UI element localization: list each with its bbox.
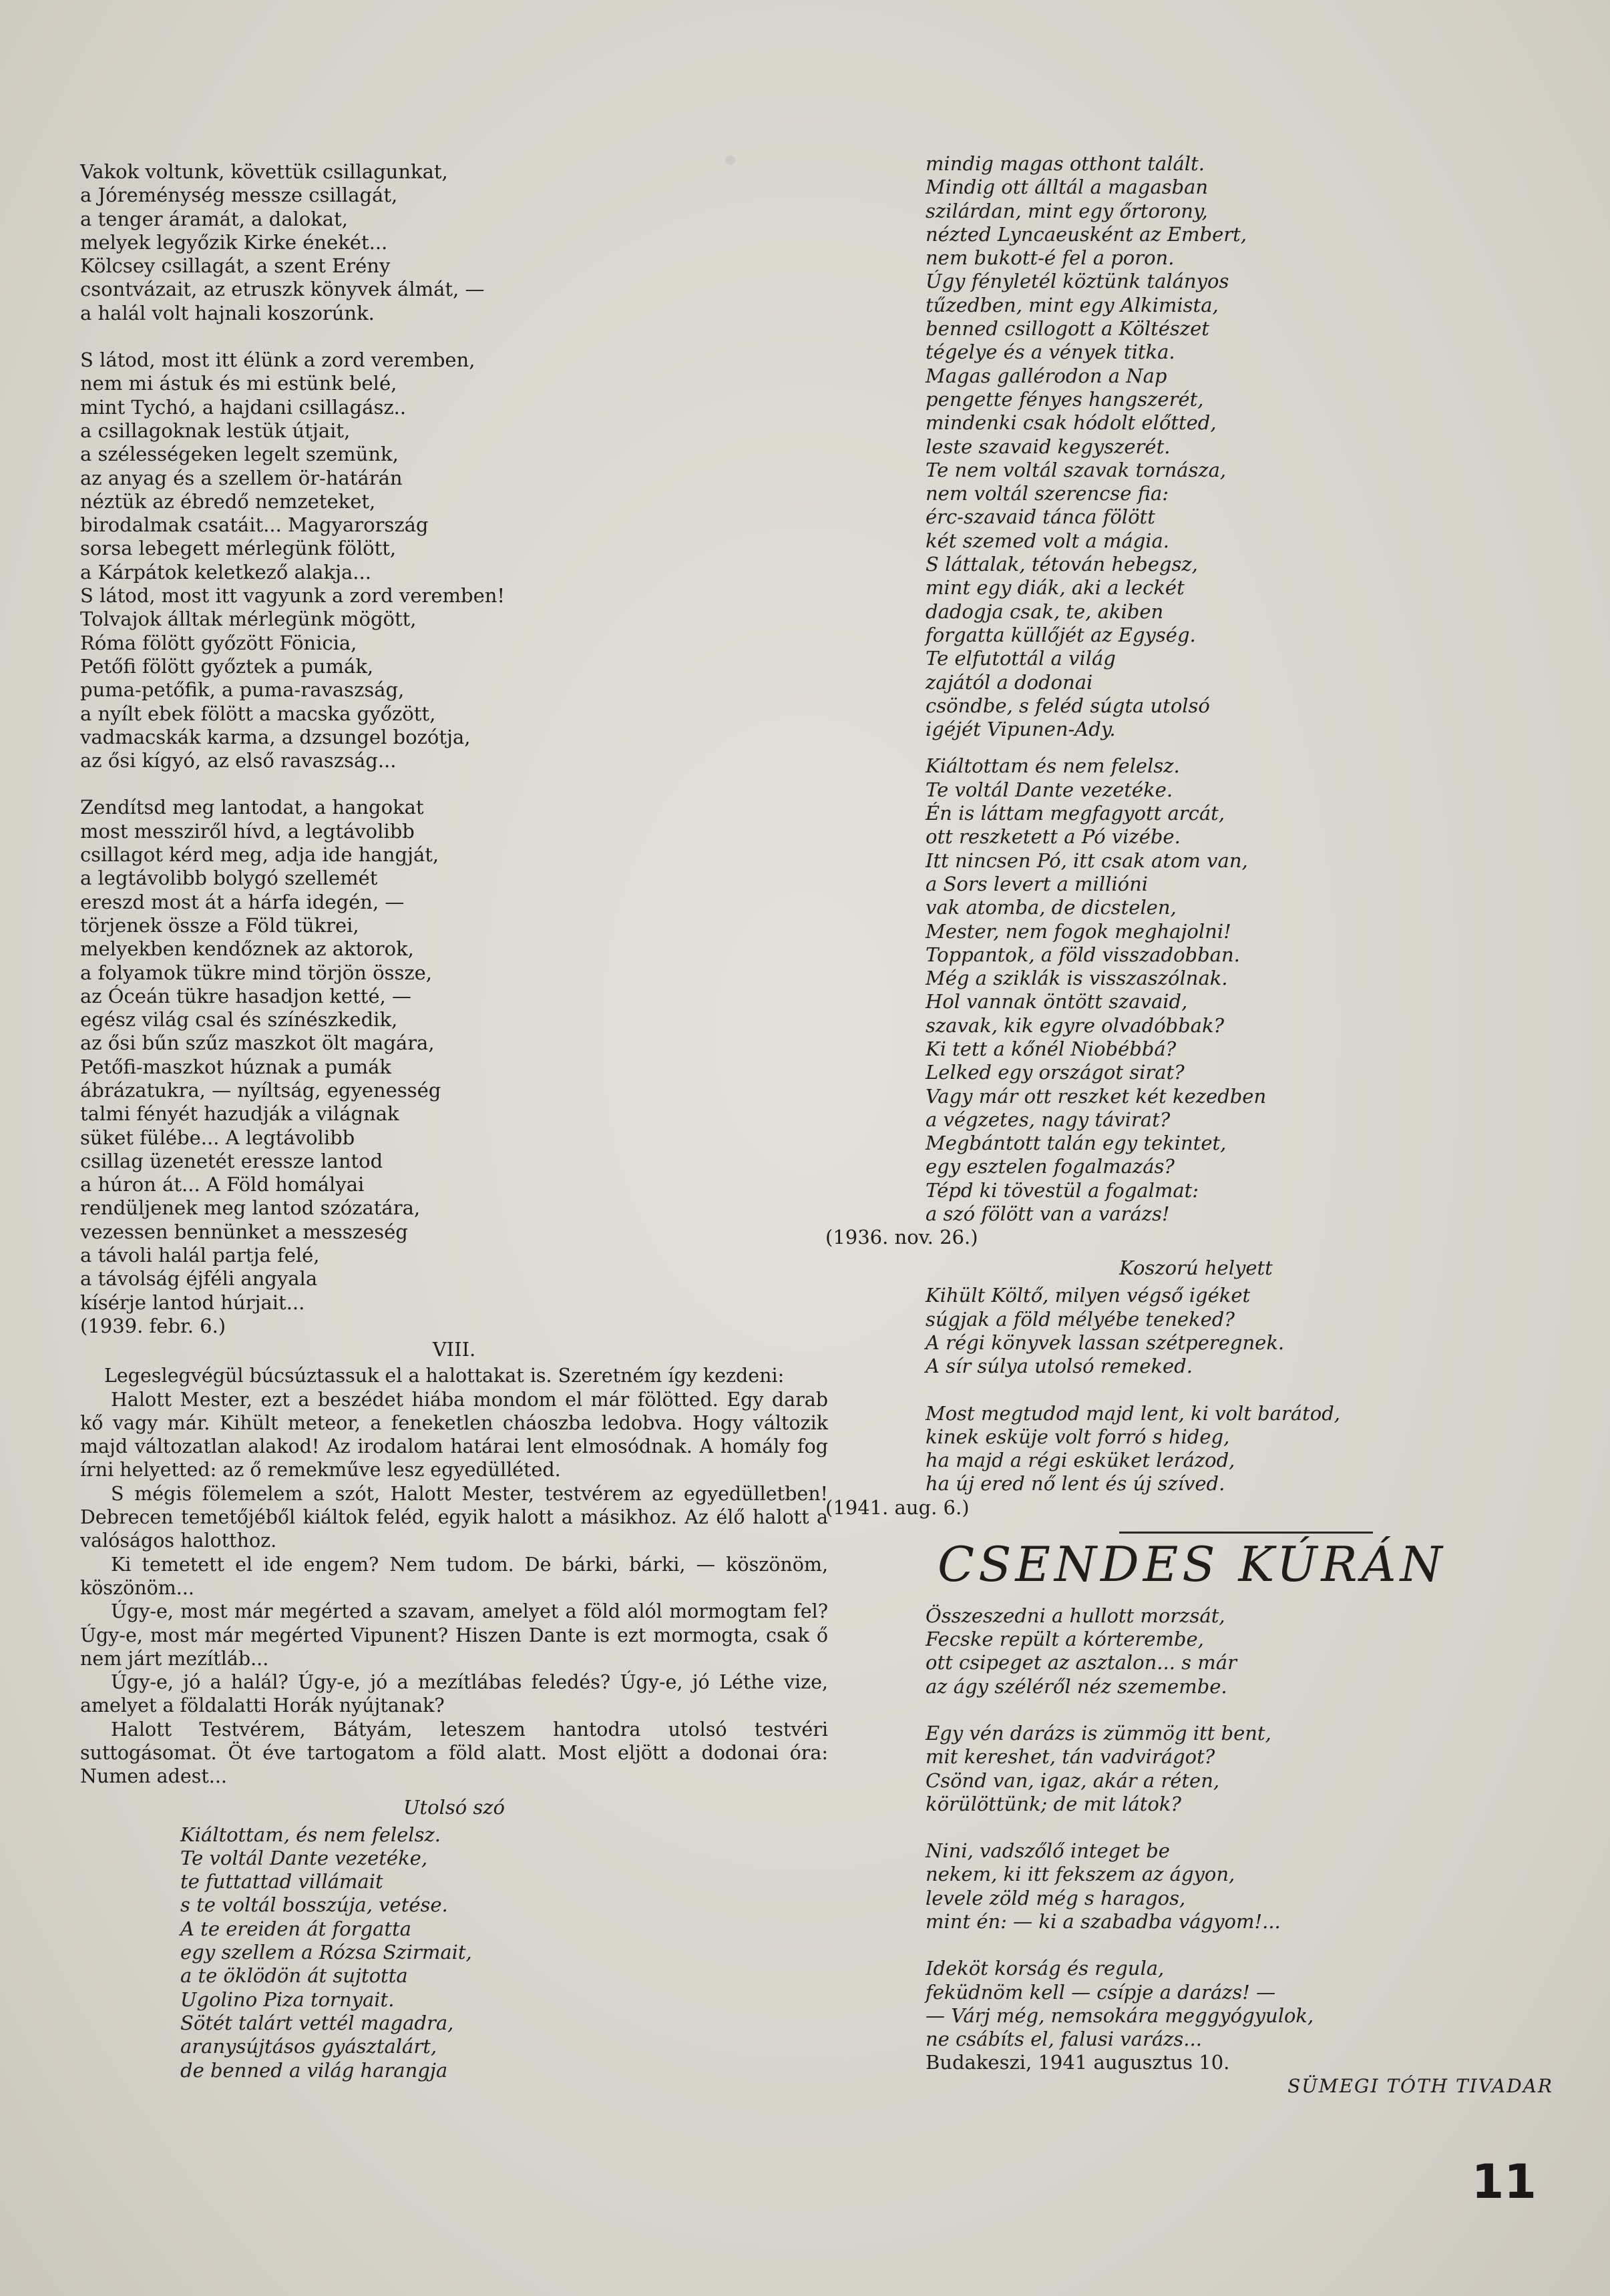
place-date: Budakeszi, 1941 augusztus 10.	[926, 2051, 1230, 2074]
poem-line: mint egy diák, aki a leckét	[926, 576, 1185, 600]
poem-line: csillag üzenetét eressze lantod	[80, 1149, 383, 1172]
right-column	[825, 152, 1567, 2098]
poem-line: a Jóreménység messze csillagát,	[80, 184, 398, 207]
date-1941: (1941. aug. 6.)	[825, 1496, 970, 1519]
poem-line: Összeszedni a hullott morzsát,	[926, 1604, 1225, 1627]
poem-line: Most megtudod majd lent, ki volt barátod,	[926, 1401, 1340, 1425]
prose-paragraph: S mégis fölemelem a szót, Halott Mester, testvérem az egyedülletben! Debrecen temetőjéből kiáltok feléd, egyik halott a másikhoz. Az élő halott a valóságos halotthoz.	[80, 1482, 828, 1552]
prose-block	[80, 1364, 828, 1788]
poem-line: Toppantok, a föld visszadobban.	[926, 943, 1240, 966]
poem-line: Kölcsey csillagát, a szent Erény	[80, 254, 391, 278]
poem-line: Kiáltottam, és nem felelsz.	[180, 1823, 441, 1846]
poem-line: ott reszketett a Pó vizébe.	[926, 825, 1181, 849]
poem-line: a távoli halál partja felé,	[80, 1244, 320, 1267]
poem-line: levele zöld még s haragos,	[926, 1886, 1186, 1909]
poem-line: pengette fényes hangszerét,	[926, 387, 1204, 411]
bleed-through-text: ·	[721, 130, 752, 191]
poem-line: ha majd a régi esküket lerázod,	[926, 1449, 1235, 1472]
poem-line: mit kereshet, tán vadvirágot?	[926, 1745, 1215, 1769]
poem-line: dadogja csak, te, akiben	[926, 600, 1164, 623]
poem-line: Fecske repült a kórterembe,	[926, 1628, 1204, 1651]
poem-line: Lelked egy országot sirat?	[926, 1061, 1185, 1084]
poem-line: szilárdan, mint egy őrtorony,	[926, 199, 1208, 222]
poem-line: Vakok voltunk, követtük csillagunkat,	[80, 160, 448, 183]
poem-line: Még a sziklák is visszaszólnak.	[926, 967, 1228, 990]
poem-line: a távolság éjféli angyala	[80, 1267, 318, 1291]
poem-line: ereszd most át a hárfa idegén, —	[80, 890, 405, 913]
poem-line: ábrázatukra, — nyíltság, egyenesség	[80, 1078, 441, 1102]
poem-line: Kihült Költő, milyen végső igéket	[926, 1284, 1251, 1307]
poem-line: Zendítsd meg lantodat, a hangokat	[80, 796, 424, 819]
poem-line: melyekben kendőznek az aktorok,	[80, 937, 414, 961]
poem-line: kinek esküje volt forró s hideg,	[926, 1425, 1230, 1448]
poem-line: leste szavaid kegyszerét.	[926, 435, 1171, 458]
poem-line: mindenki csak hódolt előtted,	[926, 411, 1217, 435]
poem-line: S látod, most itt élünk a zord veremben,	[80, 349, 475, 372]
poem-line: de benned a világ harangja	[180, 2058, 448, 2082]
poem-line: feküdnöm kell — csípje a darázs! —	[926, 1980, 1276, 2004]
poem-line: igéjét Vipunen-Ady.	[926, 718, 1116, 741]
poem-line: nézted Lyncaeusként az Embert,	[926, 222, 1247, 246]
poem-line: nem voltál szerencse fia:	[926, 482, 1169, 505]
poem-continuation	[825, 152, 1567, 741]
poem-line: s te voltál bosszúja, vetése.	[180, 1893, 448, 1917]
poem-line: nem mi ástuk és mi estünk belé,	[80, 372, 397, 395]
poem-line: (1939. febr. 6.)	[80, 1314, 226, 1337]
poem-line: Mindig ott álltál a magasban	[926, 176, 1209, 199]
poem-line: Sötét talárt vettél magadra,	[180, 2011, 454, 2034]
poem-line: Ugolino Piza tornyait.	[180, 1988, 395, 2011]
poem-line: szavak, kik egyre olvadóbbak?	[926, 1013, 1225, 1037]
poem-line: a Sors levert a millióni	[926, 872, 1149, 895]
prose-paragraph: Úgy-e, jó a halál? Úgy-e, jó a mezítlábas feledés? Úgy-e, jó Léthe vize, amelyet a földalatti Horák nyújtanak?	[80, 1671, 828, 1717]
poem-line: Ideköt korság és regula,	[926, 1957, 1165, 1980]
poem-koszoru-stanza-1	[825, 1284, 1567, 1378]
poem-line: A régi könyvek lassan szétperegnek.	[926, 1331, 1285, 1354]
poem-line: Nini, vadszőlő integet be	[926, 1839, 1170, 1863]
poem-utolso-szo	[80, 1823, 828, 2082]
poem-line: rendüljenek meg lantod szózatára,	[80, 1196, 421, 1220]
poem-line: benned csillogott a Költészet	[926, 317, 1209, 340]
poem-line: Hol vannak öntött szavaid,	[926, 990, 1188, 1013]
poem-line: a legtávolibb bolygó szellemét	[80, 867, 378, 890]
poem-koszoru-stanza-2	[825, 1402, 1567, 1496]
left-column	[80, 160, 828, 2082]
prose-paragraph: Legeslegvégül búcsúztassuk el a halottakat is. Szeretném így kezdeni:	[104, 1365, 785, 1387]
poem-line: súgjak a föld mélyébe teneked?	[926, 1307, 1235, 1331]
poem-line: az ősi bűn szűz maszkot ölt magára,	[80, 1031, 435, 1055]
poem-kialtottam	[825, 754, 1567, 1226]
poem-line: — Várj még, nemsokára meggyógyulok,	[926, 2004, 1314, 2027]
poem-line: zajától a dodonai	[926, 670, 1093, 694]
poem-line: egész világ csal és színészkedik,	[80, 1008, 398, 1031]
poem-line: Petőfi fölött győztek a pumák,	[80, 654, 374, 678]
poem-subtitle-utolso-szo: Utolsó szó	[403, 1795, 505, 1819]
poem-line: Úgy fényletél köztünk talányos	[926, 270, 1229, 293]
poem-subtitle-koszoru: Koszorú helyett	[1119, 1256, 1273, 1280]
poem-line: Tépd ki tövestül a fogalmat:	[926, 1178, 1199, 1202]
prose-paragraph: Halott Mester, ezt a beszédet hiába mondom el már fölötted. Egy darab kő vagy már. Kihült meteor, a feneketlen cháoszba ledobva. Hogy változik majd változatlan alakod! Az irodalom határai lent elmosódnak. A homály fog írni helyetted: az ő remekműve lesz egyedülléted.	[80, 1388, 828, 1481]
poem-line: sorsa lebegett mérlegünk fölött,	[80, 537, 397, 560]
poem-line: Róma fölött győzött Fönicia,	[80, 631, 357, 654]
poem-line: az Óceán tükre hasadjon ketté, —	[80, 984, 411, 1007]
poem-line: Megbántott talán egy tekintet,	[926, 1132, 1227, 1155]
poem-stanza-3	[80, 796, 828, 1338]
poem-line: a szó fölött van a varázs!	[926, 1202, 1170, 1226]
poem-line: Itt nincsen Pó, itt csak atom van,	[926, 849, 1248, 872]
poem-line: aranysújtásos gyásztalárt,	[180, 2035, 437, 2058]
poem-line: mindig magas otthont talált.	[926, 152, 1205, 175]
poem-line: az anyag és a szellem ör-határán	[80, 466, 403, 489]
poem-line: a tenger áramát, a dalokat,	[80, 207, 348, 230]
poem-line: a húron át... A Föld homályai	[80, 1173, 365, 1196]
poem-line: az ágy széléről néz szemembe.	[926, 1674, 1227, 1698]
poem-line: érc-szavaid tánca fölött	[926, 505, 1155, 529]
poem-csendes-stanza-1	[825, 1604, 1567, 1698]
section-number: VIII.	[432, 1338, 476, 1361]
poem-stanza-1	[80, 160, 828, 325]
poem-line: most messziről hívd, a legtávolibb	[80, 819, 415, 843]
poem-line: Te voltál Dante vezetéke.	[926, 778, 1173, 801]
author-signature: SÜMEGI TÓTH TIVADAR	[1287, 2075, 1553, 2098]
poem-line: Te elfutottál a világ	[926, 647, 1116, 670]
prose-paragraph: Halott Testvérem, Bátyám, leteszem hantodra utolsó testvéri suttogásomat. Öt éve tartogatom a föld alatt. Most eljött a dodonai óra: Numen adest...	[80, 1718, 828, 1788]
poem-line: puma-petőfik, a puma-ravaszság,	[80, 678, 405, 702]
poem-line: forgatta küllőjét az Egység.	[926, 623, 1196, 646]
poem-line: S látod, most itt vagyunk a zord veremben!	[80, 584, 506, 608]
poem-line: vak atomba, de dicstelen,	[926, 896, 1177, 919]
poem-line: Kiáltottam és nem felelsz.	[926, 754, 1180, 778]
poem-line: körülöttünk; de mit látok?	[926, 1792, 1181, 1815]
poem-line: vezessen bennünket a messzeség	[80, 1220, 408, 1243]
poem-line: melyek legyőzik Kirke énekét...	[80, 230, 388, 254]
poem-line: Ki tett a kőnél Niobébbá?	[926, 1037, 1177, 1060]
poem-line: Te voltál Dante vezetéke,	[180, 1846, 428, 1869]
poem-line: a szélességeken legelt szemünk,	[80, 443, 399, 466]
poem-line: Csönd van, igaz, akár a réten,	[926, 1769, 1220, 1792]
poem-line: Magas gallérodon a Nap	[926, 364, 1167, 387]
poem-line: a te öklödön át sujtotta	[180, 1964, 408, 1988]
poem-line: te futtattad villámait	[180, 1870, 383, 1893]
prose-paragraph: Úgy-e, most már megérted a szavam, amelyet a föld alól mormogtam fel? Úgy-e, most már megérted Vipunent? Hiszen Dante is ezt mormogta, csak ő nem járt mezítláb...	[80, 1600, 828, 1670]
poem-line: néztük az ébredő nemzeteket,	[80, 489, 376, 513]
date-1936: (1936. nov. 26.)	[825, 1226, 978, 1249]
poem-line: csöndbe, s feléd súgta utolsó	[926, 694, 1210, 717]
poem-line: a nyílt ebek fölött a macska győzött,	[80, 702, 436, 725]
poem-line: S láttalak, tétován hebegsz,	[926, 553, 1198, 576]
poem-line: két szemed volt a mágia.	[926, 529, 1170, 552]
poem-line: Egy vén darázs is zümmög itt bent,	[926, 1721, 1271, 1745]
poem-line: mint Tychó, a hajdani csillagász..	[80, 395, 407, 419]
poem-title-csendes-kuran: CSENDES KÚRÁN	[938, 1536, 1446, 1592]
poem-line: Te nem voltál szavak tornásza,	[926, 458, 1227, 481]
poem-line: az ősi kígyó, az első ravaszság...	[80, 749, 397, 772]
poem-line: mint én: — ki a szabadba vágyom!...	[926, 1910, 1281, 1933]
poem-line: Petőfi-maszkot húznak a pumák	[80, 1055, 391, 1078]
poem-line: nem bukott-é fel a poron.	[926, 246, 1175, 270]
poem-line: talmi fényét hazudják a világnak	[80, 1102, 399, 1126]
poem-line: Én is láttam megfagyott arcát,	[926, 802, 1225, 825]
poem-line: A te ereiden át forgatta	[180, 1917, 411, 1940]
poem-stanza-2	[80, 349, 828, 772]
poem-line: ne csábíts el, falusi varázs...	[926, 2028, 1202, 2051]
poem-line: egy szellem a Rózsa Szirmait,	[180, 1941, 472, 1964]
divider-rule	[1119, 1532, 1373, 1534]
poem-line: Mester, nem fogok meghajolni!	[926, 919, 1231, 943]
poem-line: törjenek össze a Föld tükrei,	[80, 913, 359, 937]
poem-line: Tolvajok álltak mérlegünk mögött,	[80, 608, 417, 631]
poem-line: csillagot kérd meg, adja ide hangját,	[80, 843, 439, 867]
prose-paragraph: Ki temetett el ide engem? Nem tudom. De bárki, bárki, — köszönöm, köszönöm...	[80, 1553, 828, 1599]
poem-line: a Kárpátok keletkező alakja...	[80, 560, 371, 584]
poem-csendes-stanza-3	[825, 1839, 1567, 1933]
poem-line: Vagy már ott reszket két kezedben	[926, 1084, 1267, 1108]
poem-line: egy esztelen fogalmazás?	[926, 1155, 1175, 1178]
poem-line: tégelye és a vények titka.	[926, 340, 1175, 364]
poem-line: tűzedben, mint egy Alkimista,	[926, 293, 1219, 316]
poem-line: birodalmak csatáit... Magyarország	[80, 513, 429, 537]
poem-line: süket fülébe... A legtávolibb	[80, 1126, 355, 1149]
poem-line: a folyamok tükre mind törjön össze,	[80, 961, 432, 984]
poem-csendes-stanza-4	[825, 1957, 1567, 2051]
poem-line: nekem, ki itt fekszem az ágyon,	[926, 1863, 1235, 1886]
poem-line: ha új ered nő lent és új szíved.	[926, 1472, 1225, 1496]
poem-line: vadmacskák karma, a dzsungel bozótja,	[80, 725, 471, 748]
poem-line: a halál volt hajnali koszorúnk.	[80, 301, 375, 324]
poem-line: csontvázait, az etruszk könyvek álmát, —	[80, 278, 485, 301]
poem-csendes-stanza-2	[825, 1722, 1567, 1816]
poem-line: ott csipeget az asztalon... s már	[926, 1651, 1237, 1674]
poem-line: kísérje lantod húrjait...	[80, 1291, 305, 1314]
page-number: 11	[1471, 2154, 1537, 2209]
poem-line: A sír súlya utolsó remeked.	[926, 1355, 1193, 1378]
poem-line: a végzetes, nagy távirat?	[926, 1108, 1171, 1131]
poem-line: a csillagoknak lestük útjait,	[80, 419, 351, 442]
